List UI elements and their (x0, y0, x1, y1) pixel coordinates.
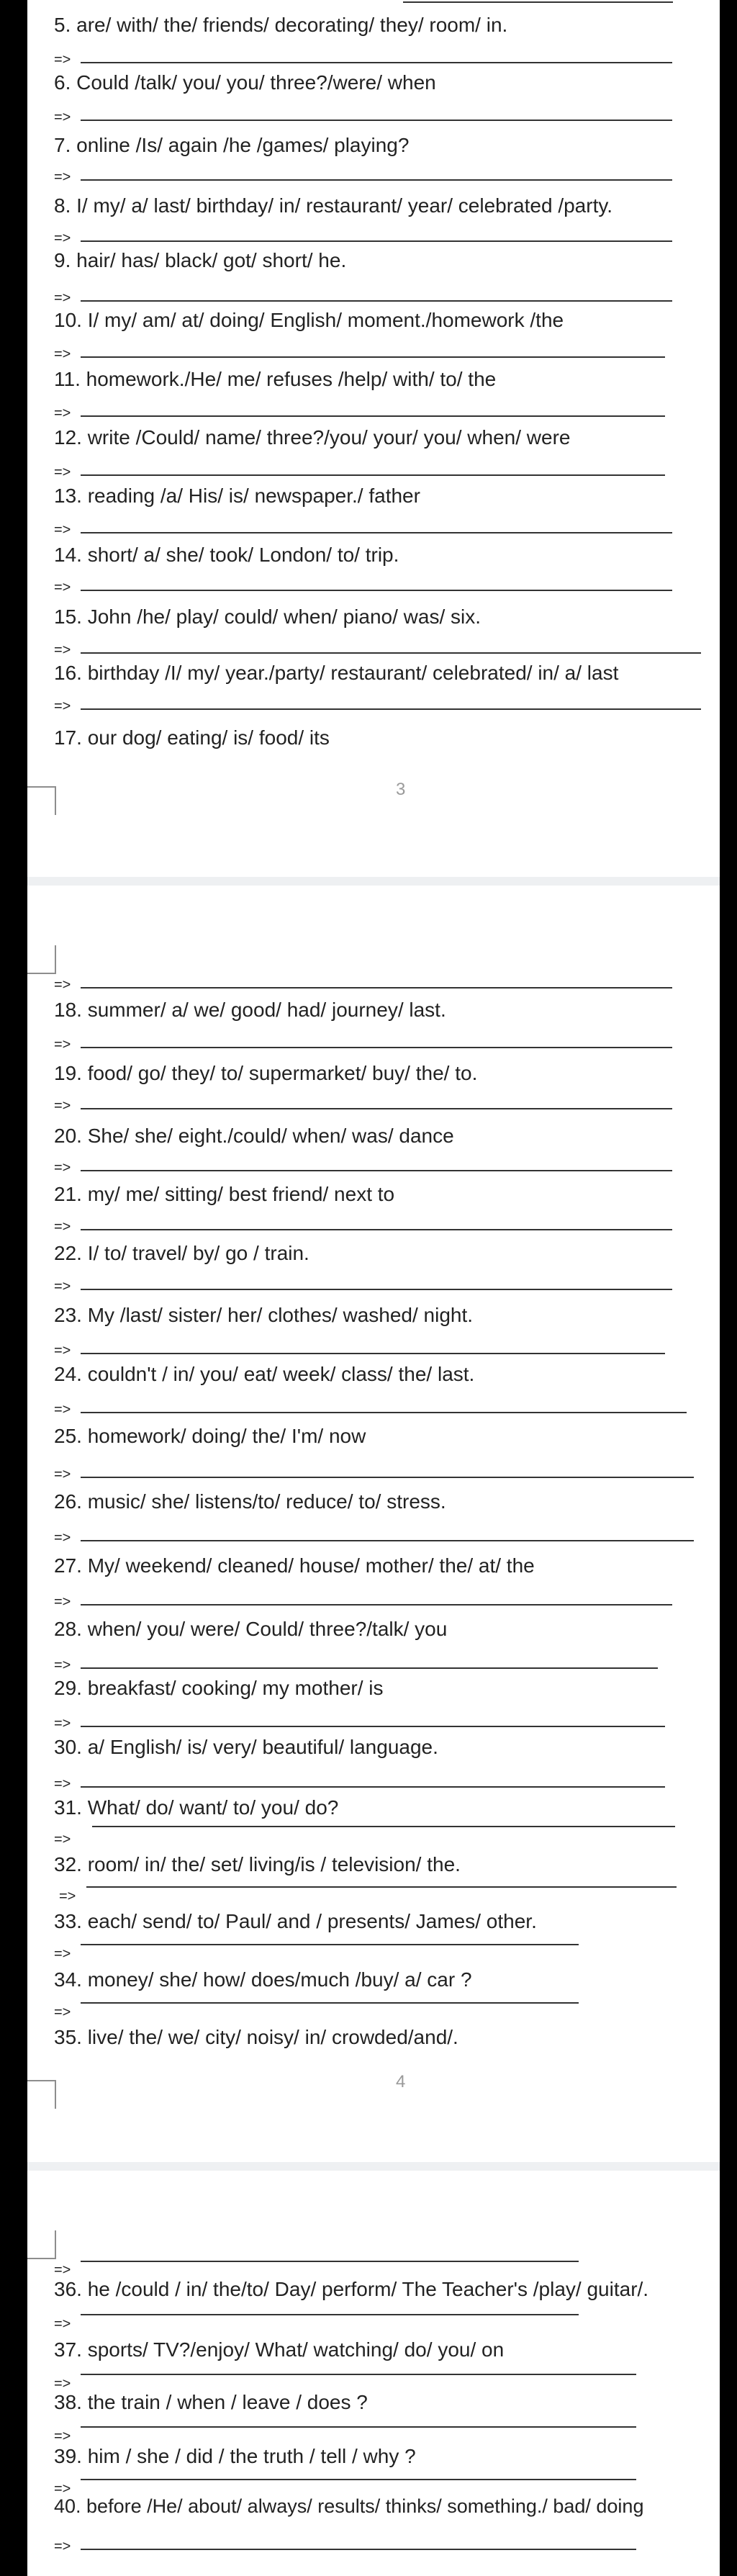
answer-line[interactable] (81, 1477, 694, 1478)
answer-prompt: => (54, 1716, 71, 1731)
page-number: 4 (396, 2072, 406, 2091)
answer-line[interactable] (81, 1786, 665, 1788)
answer-prompt: => (54, 977, 71, 993)
question-text: 16. birthday /I/ my/ year./party/ restaurant/ celebrated/ in/ a/ last (54, 662, 619, 684)
question-text: 20. She/ she/ eight./could/ when/ was/ dance (54, 1125, 454, 1147)
question-text: 21. my/ me/ sitting/ best friend/ next to (54, 1183, 395, 1205)
answer-prompt: => (54, 1530, 71, 1546)
question-text: 32. room/ in/ the/ set/ living/is / television/ the. (54, 1853, 461, 1875)
question-text: 37. sports/ TV?/enjoy/ What/ watching/ do/ you/ on (54, 2338, 505, 2361)
answer-line[interactable] (81, 1170, 672, 1171)
question-text: 39. him / she / did / the truth / tell / why ? (54, 2445, 416, 2467)
question-text: 6. Could /talk/ you/ you/ three?/were/ when (54, 71, 436, 94)
answer-line[interactable] (81, 1944, 579, 1945)
crop-mark (27, 945, 56, 974)
answer-line[interactable] (81, 474, 665, 476)
answer-line[interactable] (81, 2261, 579, 2262)
answer-line[interactable] (81, 1047, 672, 1048)
answer-prompt: => (54, 2428, 71, 2444)
answer-prompt: => (54, 1279, 71, 1294)
answer-prompt: => (54, 290, 71, 306)
answer-line[interactable] (81, 1353, 665, 1354)
answer-prompt: => (54, 1098, 71, 1114)
question-text: 13. reading /a/ His/ is/ newspaper./ father (54, 485, 420, 507)
answer-line[interactable] (81, 2549, 636, 2550)
answer-prompt: => (54, 169, 71, 185)
answer-prompt: => (54, 642, 71, 658)
question-text: 35. live/ the/ we/ city/ noisy/ in/ crowded/and/. (54, 2026, 458, 2048)
crop-mark (27, 786, 56, 815)
question-text: 8. I/ my/ a/ last/ birthday/ in/ restaurant/ year/ celebrated /party. (54, 194, 613, 217)
answer-line[interactable] (81, 1604, 672, 1606)
question-text: 19. food/ go/ they/ to/ supermarket/ buy/ the/ to. (54, 1062, 478, 1084)
answer-line[interactable] (81, 652, 701, 654)
answer-line[interactable] (81, 356, 665, 358)
page-number: 3 (396, 780, 406, 799)
answer-prompt: => (54, 1776, 71, 1792)
answer-prompt: => (54, 1402, 71, 1418)
question-text: 31. What/ do/ want/ to/ you/ do? (54, 1796, 339, 1819)
question-text: 23. My /last/ sister/ her/ clothes/ washed/ night. (54, 1304, 474, 1326)
question-text: 9. hair/ has/ black/ got/ short/ he. (54, 249, 347, 271)
answer-prompt: => (54, 522, 71, 538)
answer-line[interactable] (81, 2374, 636, 2375)
answer-line[interactable] (81, 2002, 579, 2004)
answer-prompt: => (54, 1219, 71, 1235)
answer-line[interactable] (81, 62, 672, 63)
answer-prompt: => (54, 1832, 71, 1847)
answer-line[interactable] (81, 1229, 672, 1230)
question-text: 7. online /Is/ again /he /games/ playing? (54, 134, 410, 156)
question-text: 17. our dog/ eating/ is/ food/ its (54, 726, 330, 749)
answer-line[interactable] (81, 1289, 672, 1290)
question-text: 5. are/ with/ the/ friends/ decorating/ they/ room/ in. (54, 14, 508, 36)
answer-line[interactable] (81, 179, 672, 181)
question-text: 36. he /could / in/ the/to/ Day/ perform/ The Teacher's /play/ guitar/. (54, 2278, 649, 2300)
answer-line[interactable] (81, 532, 672, 533)
answer-line[interactable] (81, 415, 665, 417)
answer-prompt: => (54, 580, 71, 595)
page-separator (27, 2162, 720, 2171)
answer-line[interactable] (81, 120, 672, 121)
answer-prompt: => (54, 2262, 71, 2278)
answer-line[interactable] (81, 590, 672, 591)
answer-prompt: => (54, 2539, 71, 2554)
answer-line[interactable] (86, 1886, 677, 1888)
answer-prompt: => (54, 1343, 71, 1359)
answer-prompt: => (54, 1657, 71, 1673)
answer-line[interactable] (81, 1667, 658, 1669)
question-text: 40. before /He/ about/ always/ results/ thinks/ something./ bad/ doing (54, 2495, 644, 2517)
question-text: 38. the train / when / leave / does ? (54, 2391, 368, 2413)
crop-mark (27, 2230, 56, 2259)
question-text: 30. a/ English/ is/ very/ beautiful/ language. (54, 1736, 438, 1758)
question-text: 22. I/ to/ travel/ by/ go / train. (54, 1242, 309, 1264)
question-text: 15. John /he/ play/ could/ when/ piano/ was/ six. (54, 605, 481, 628)
question-text: 10. I/ my/ am/ at/ doing/ English/ moment./homework /the (54, 309, 564, 331)
answer-prompt: => (54, 230, 71, 246)
answer-line (403, 1, 673, 3)
answer-prompt: => (54, 1160, 71, 1176)
question-text: 33. each/ send/ to/ Paul/ and / presents/ James/ other. (54, 1910, 537, 1932)
question-text: 12. write /Could/ name/ three?/you/ your/ you/ when/ were (54, 426, 571, 449)
answer-line[interactable] (81, 708, 701, 710)
crop-mark (27, 2080, 56, 2109)
answer-prompt: => (54, 2316, 71, 2332)
answer-prompt: => (54, 52, 71, 68)
page-separator (27, 877, 720, 886)
answer-prompt: => (54, 1946, 71, 1962)
answer-line[interactable] (81, 2426, 636, 2428)
answer-prompt: => (54, 346, 71, 362)
answer-line[interactable] (81, 1540, 694, 1541)
answer-prompt: => (54, 2481, 71, 2497)
answer-line[interactable] (81, 240, 672, 242)
answer-prompt: => (54, 1037, 71, 1053)
question-text: 18. summer/ a/ we/ good/ had/ journey/ last. (54, 999, 446, 1021)
question-text: 11. homework./He/ me/ refuses /help/ with/ to/ the (54, 368, 497, 390)
answer-line[interactable] (81, 1726, 665, 1727)
answer-prompt: => (54, 1594, 71, 1610)
question-text: 27. My/ weekend/ cleaned/ house/ mother/ the/ at/ the (54, 1554, 535, 1577)
question-text: 14. short/ a/ she/ took/ London/ to/ trip. (54, 544, 399, 566)
answer-prompt: => (59, 1888, 76, 1904)
answer-prompt: => (54, 698, 71, 714)
answer-prompt: => (54, 2004, 71, 2020)
question-text: 28. when/ you/ were/ Could/ three?/talk/ you (54, 1618, 448, 1640)
question-text: 26. music/ she/ listens/to/ reduce/ to/ stress. (54, 1490, 446, 1513)
answer-line[interactable] (81, 1412, 687, 1413)
answer-prompt: => (54, 2376, 71, 2392)
question-text: 24. couldn't / in/ you/ eat/ week/ class/ the/ last. (54, 1363, 475, 1385)
answer-line[interactable] (92, 1826, 675, 1827)
question-text: 34. money/ she/ how/ does/much /buy/ a/ car ? (54, 1968, 472, 1991)
answer-line[interactable] (81, 1108, 672, 1109)
question-text: 25. homework/ doing/ the/ I'm/ now (54, 1425, 366, 1447)
answer-line[interactable] (81, 2479, 636, 2480)
answer-line[interactable] (81, 300, 672, 302)
answer-prompt: => (54, 1467, 71, 1482)
answer-prompt: => (54, 109, 71, 125)
question-text: 29. breakfast/ cooking/ my mother/ is (54, 1677, 384, 1699)
answer-prompt: => (54, 464, 71, 480)
answer-line[interactable] (81, 987, 672, 988)
answer-prompt: => (54, 405, 71, 421)
answer-line[interactable] (81, 2314, 579, 2315)
